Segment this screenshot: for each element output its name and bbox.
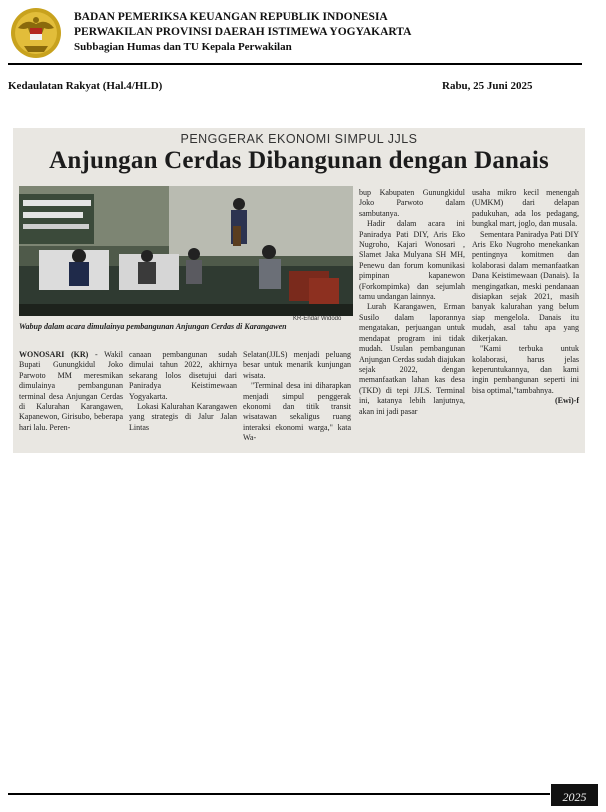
article-column-5 <box>472 188 579 407</box>
article-paragraph: Hadir dalam acara ini Paniradya Pati DIY, Aris Eko Nugroho, Kajari Wonosari , Slamet Jaka Mulyana SH MH, Penewu dan forum komunikasi pimpinan kapanewon (Forkompimka) dan sejumlah tamu undangan lainnya. <box>359 219 465 302</box>
article-kicker: PENGGERAK EKONOMI SIMPUL JJLS <box>180 132 418 146</box>
photo-caption: Wabup dalam acara dimulainya pembangunan Anjungan Cerdas di Karangawen <box>19 322 287 331</box>
article-paragraph: "Terminal desa ini diharapkan menjadi simpul penggerak ekonomi dan titik transit wisatawan sekaligus ruang interaksi ekonomi warga," kata Wa- <box>243 381 351 443</box>
article-paragraph: usaha mikro kecil menengah (UMKM) dari delapan padukuhan, ada los pedagang, bungkal mart, joglo, dan musala. <box>472 188 579 229</box>
article-paragraph: Selatan(JJLS) menjadi peluang besar untuk menarik kunjungan wisata. <box>243 350 351 380</box>
bpk-seal-icon <box>8 6 64 60</box>
article-paragraph: Sementara Paniradya Pati DIY Aris Eko Nugroho menekankan pentingnya komitmen dan kolaborasi dalam memanfaatkan Dana Keistimewaan (Danais). Ia mengingatkan, meski pendanaan disiapkan sejak 2021, masih banyak kalurahan yang belum siap mengelola. Danais itu mudah, asal tahu apa yang dikerjakan. <box>472 229 579 343</box>
article-paragraph: Lokasi Kalurahan Karangawen yang strategis di Jalur Jalan Lintas <box>129 402 237 432</box>
article-column-1 <box>19 350 123 433</box>
article-photo <box>19 186 353 316</box>
article-column-3 <box>243 350 351 444</box>
article-column-4 <box>359 188 465 417</box>
letterhead-line-1: BADAN PEMERIKSA KEUANGAN REPUBLIK INDONESIA <box>74 11 388 23</box>
article-column-2 <box>129 350 237 433</box>
article-paragraph: canaan pembangunan sudah dimulai tahun 2022, akhirnya sekarang lolos disetujui dari Paniradya Keistimewaan Yogyakarta. <box>129 350 237 401</box>
letterhead-line-2: PERWAKILAN PROVINSI DAERAH ISTIMEWA YOGYAKARTA <box>74 26 412 38</box>
letterhead <box>8 6 598 60</box>
article-headline: Anjungan Cerdas Dibangunan dengan Danais <box>49 147 549 174</box>
date-label: Rabu, 25 Juni 2025 <box>442 80 533 92</box>
source-label: Kedaulatan Rakyat (Hal.4/HLD) <box>8 80 163 92</box>
page-tag: 2025 <box>551 784 598 806</box>
newspaper-clipping <box>13 128 585 453</box>
article-dateline: WONOSARI (KR) <box>19 350 89 359</box>
letterhead-rule <box>8 63 582 65</box>
photo-credit: KR-Endar Widodo <box>293 316 342 322</box>
footer-rule <box>8 793 550 795</box>
article-paragraph: - Wakil Bupati Gunungkidul Joko Parwoto MM meresmikan dimulainya pembangunan terminal desa Anjungan Cerdas di Kalurahan Karangawen, Kapanewon, Girisubo, beberapa hari lalu. Peren- <box>19 350 123 432</box>
letterhead-line-3: Subbagian Humas dan TU Kepala Perwakilan <box>74 41 292 53</box>
article-paragraph: Lurah Karangawen, Erman Susilo dalam laporannya mengatakan, perjuangan untuk mendapat program ini tidak mudah. Usulan pembangunan Anjungan Cerdas sudah diajukan sejak 2022, dengan memanfaatkan lahan kas desa (TKD) di tepi JJLS. Terminal ini, katanya lebih lanjutnya, akan ini jadi pasar <box>359 302 465 416</box>
event-photo-illustration <box>19 186 353 316</box>
article-author: (Ewi)-f <box>555 396 579 406</box>
article-paragraph: bup Kabupaten Gunungkidul Joko Parwoto dalam sambutanya. <box>359 188 465 218</box>
article-paragraph: "Kami terbuka untuk kolaborasi, harus jelas keperuntukannya, dan kami ingin pembangunan seperti ini bisa optimal,"tambahnya. <box>472 344 579 395</box>
